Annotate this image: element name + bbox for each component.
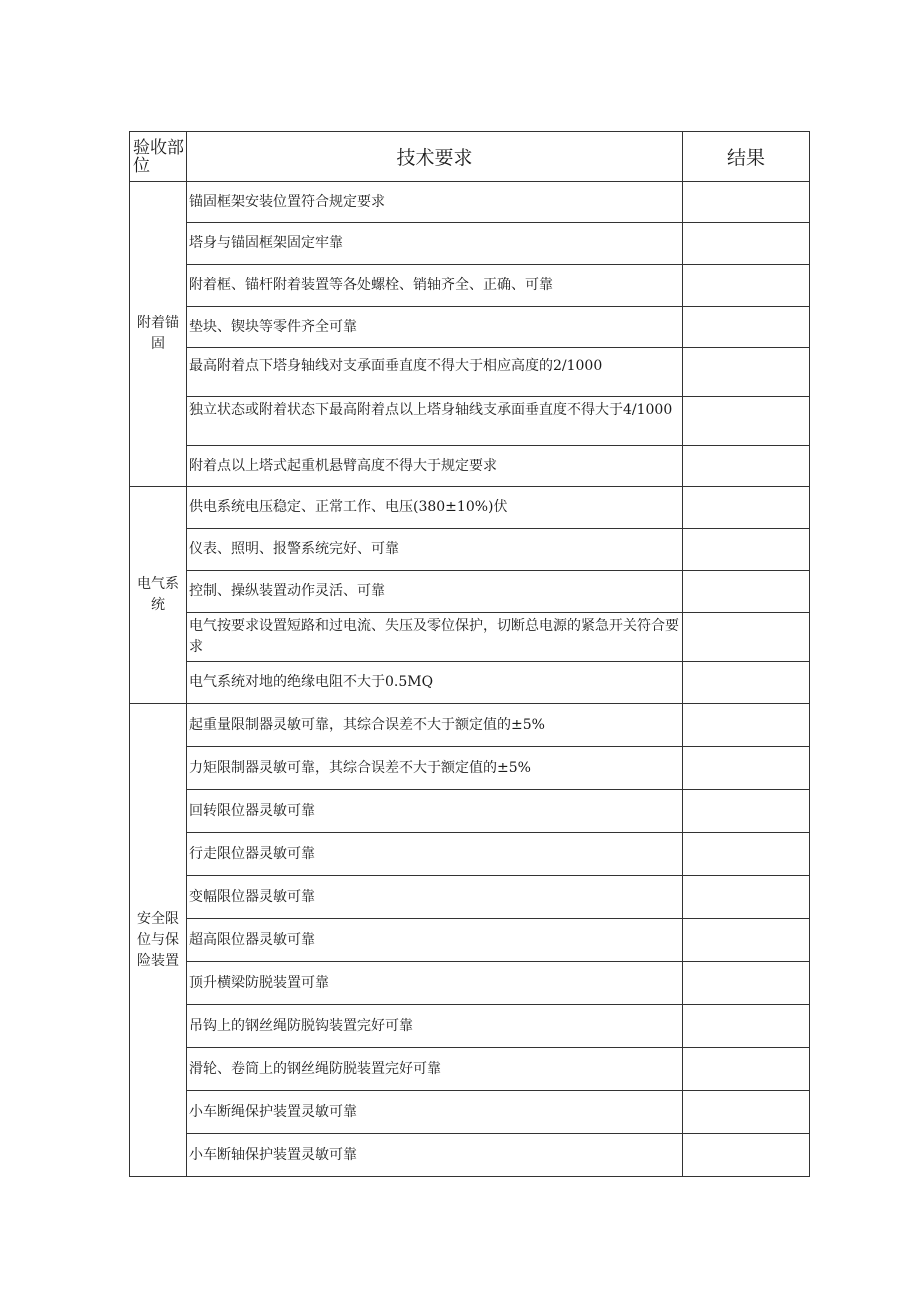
table-row bbox=[130, 571, 810, 613]
header-category: 验收部位 bbox=[130, 132, 187, 182]
result-cell[interactable] bbox=[683, 790, 810, 833]
requirement-cell: 回转限位器灵敏可靠 bbox=[187, 790, 683, 833]
category-cell-safety: 安全限位与保险装置 bbox=[130, 704, 187, 1177]
requirement-cell: 滑轮、卷筒上的钢丝绳防脱装置完好可靠 bbox=[187, 1048, 683, 1091]
result-cell[interactable] bbox=[683, 662, 810, 704]
table-row bbox=[130, 348, 810, 397]
result-cell[interactable] bbox=[683, 1005, 810, 1048]
result-cell[interactable] bbox=[683, 307, 810, 348]
result-cell[interactable] bbox=[683, 265, 810, 307]
category-cell-electrical: 电气系统 bbox=[130, 487, 187, 704]
table-row bbox=[130, 487, 810, 529]
requirement-cell: 电气按要求设置短路和过电流、失压及零位保护，切断总电源的紧急开关符合要求 bbox=[187, 613, 683, 662]
table-row bbox=[130, 790, 810, 833]
acceptance-table bbox=[129, 131, 810, 1177]
table-row bbox=[130, 613, 810, 662]
result-cell[interactable] bbox=[683, 487, 810, 529]
requirement-cell: 最高附着点下塔身轴线对支承面垂直度不得大于相应高度的2/1000 bbox=[187, 348, 683, 397]
category-cell-anchoring: 附着锚固 bbox=[130, 182, 187, 487]
result-cell[interactable] bbox=[683, 613, 810, 662]
result-cell[interactable] bbox=[683, 919, 810, 962]
table-row bbox=[130, 919, 810, 962]
requirement-cell: 垫块、锲块等零件齐全可靠 bbox=[187, 307, 683, 348]
header-row bbox=[130, 132, 810, 182]
result-cell[interactable] bbox=[683, 529, 810, 571]
result-cell[interactable] bbox=[683, 446, 810, 487]
header-requirement: 技术要求 bbox=[187, 132, 683, 182]
requirement-cell: 力矩限制器灵敏可靠，其综合误差不大于额定值的±5% bbox=[187, 747, 683, 790]
table-row bbox=[130, 1134, 810, 1177]
result-cell[interactable] bbox=[683, 1091, 810, 1134]
requirement-cell: 塔身与锚固框架固定牢靠 bbox=[187, 223, 683, 265]
result-cell[interactable] bbox=[683, 397, 810, 446]
result-cell[interactable] bbox=[683, 223, 810, 265]
table-row bbox=[130, 182, 810, 223]
table-row bbox=[130, 529, 810, 571]
table-row bbox=[130, 662, 810, 704]
result-cell[interactable] bbox=[683, 876, 810, 919]
result-cell[interactable] bbox=[683, 704, 810, 747]
requirement-cell: 超高限位器灵敏可靠 bbox=[187, 919, 683, 962]
result-cell[interactable] bbox=[683, 962, 810, 1005]
table-row bbox=[130, 446, 810, 487]
result-cell[interactable] bbox=[683, 747, 810, 790]
table-row bbox=[130, 747, 810, 790]
requirement-cell: 供电系统电压稳定、正常工作、电压(380±10%)伏 bbox=[187, 487, 683, 529]
table-row bbox=[130, 265, 810, 307]
table-row bbox=[130, 1048, 810, 1091]
table-row bbox=[130, 833, 810, 876]
requirement-cell: 起重量限制器灵敏可靠，其综合误差不大于额定值的±5% bbox=[187, 704, 683, 747]
requirement-cell: 独立状态或附着状态下最高附着点以上塔身轴线支承面垂直度不得大于4/1000 bbox=[187, 397, 683, 446]
table-row bbox=[130, 962, 810, 1005]
result-cell[interactable] bbox=[683, 348, 810, 397]
table-row bbox=[130, 223, 810, 265]
result-cell[interactable] bbox=[683, 182, 810, 223]
requirement-cell: 锚固框架安装位置符合规定要求 bbox=[187, 182, 683, 223]
requirement-cell: 仪表、照明、报警系统完好、可靠 bbox=[187, 529, 683, 571]
requirement-cell: 附着点以上塔式起重机悬臂高度不得大于规定要求 bbox=[187, 446, 683, 487]
requirement-cell: 顶升横梁防脱装置可靠 bbox=[187, 962, 683, 1005]
table-row bbox=[130, 307, 810, 348]
header-result: 结果 bbox=[683, 132, 810, 182]
requirement-cell: 行走限位器灵敏可靠 bbox=[187, 833, 683, 876]
table-row bbox=[130, 397, 810, 446]
requirement-cell: 变幅限位器灵敏可靠 bbox=[187, 876, 683, 919]
result-cell[interactable] bbox=[683, 833, 810, 876]
result-cell[interactable] bbox=[683, 1048, 810, 1091]
requirement-cell: 控制、操纵装置动作灵活、可靠 bbox=[187, 571, 683, 613]
result-cell[interactable] bbox=[683, 1134, 810, 1177]
table-row bbox=[130, 876, 810, 919]
result-cell[interactable] bbox=[683, 571, 810, 613]
table-row bbox=[130, 1091, 810, 1134]
table-row bbox=[130, 704, 810, 747]
requirement-cell: 小车断轴保护装置灵敏可靠 bbox=[187, 1134, 683, 1177]
requirement-cell: 小车断绳保护装置灵敏可靠 bbox=[187, 1091, 683, 1134]
table-row bbox=[130, 1005, 810, 1048]
requirement-cell: 电气系统对地的绝缘电阻不大于0.5MQ bbox=[187, 662, 683, 704]
requirement-cell: 附着框、锚杆附着装置等各处螺栓、销轴齐全、正确、可靠 bbox=[187, 265, 683, 307]
requirement-cell: 吊钩上的钢丝绳防脱钩装置完好可靠 bbox=[187, 1005, 683, 1048]
